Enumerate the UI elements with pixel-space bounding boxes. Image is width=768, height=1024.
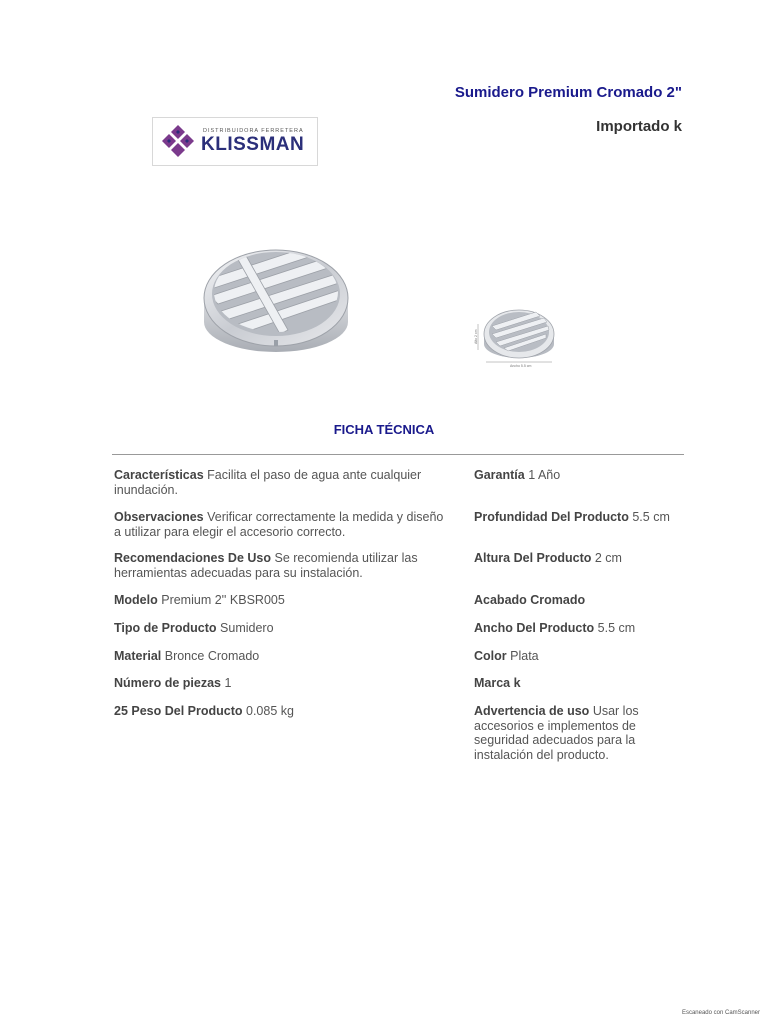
spec-modelo — [114, 593, 444, 608]
spec-label: Acabado Cromado — [474, 593, 586, 607]
spec-caracteristicas — [114, 468, 444, 497]
spec-label: Garantía — [474, 468, 525, 482]
spec-value: Sumidero — [220, 621, 274, 635]
spec-value: 1 Año — [528, 468, 561, 482]
spec-tipo — [114, 621, 444, 636]
spec-ancho — [474, 621, 664, 636]
spec-label: Número de piezas — [114, 676, 221, 690]
height-label: Alto 2 cm — [474, 329, 478, 344]
spec-observaciones — [114, 510, 444, 539]
spec-altura — [474, 551, 664, 566]
spec-value: Se recomienda utilizar las herramientas adecuadas para su instalación. — [114, 551, 418, 580]
divider — [112, 454, 684, 455]
section-title: FICHA TÉCNICA — [333, 422, 435, 437]
product-title: Sumidero Premium Cromado 2" — [454, 84, 682, 101]
drain-photo — [196, 236, 356, 356]
spec-label: Altura Del Producto — [474, 551, 592, 565]
spec-value: Plata — [510, 649, 539, 663]
spec-label: Color — [474, 649, 507, 663]
spec-piezas — [114, 676, 444, 691]
spec-value: Bronce Cromado — [164, 649, 260, 663]
klissman-logo — [152, 117, 318, 166]
spec-label: Características — [114, 468, 204, 482]
spec-label: Ancho Del Producto — [474, 621, 595, 635]
spec-label: Tipo de Producto — [114, 621, 217, 635]
spec-value: 5.5 cm — [632, 510, 670, 524]
spec-recomendaciones — [114, 551, 444, 580]
spec-value: 5.5 cm — [597, 621, 636, 635]
drain-dimensions-photo — [474, 300, 560, 370]
spec-value: Premium 2'' KBSR005 — [161, 593, 285, 607]
spec-label: Advertencia de uso — [474, 704, 590, 718]
logo-brand: KLISSMAN — [201, 134, 305, 155]
spec-marca — [474, 676, 664, 691]
spec-material — [114, 649, 444, 664]
spec-label: Marca k — [474, 676, 521, 690]
spec-value: Usar los accesorios e implementos de seguridad adecuados para la instalación del producto. — [474, 704, 639, 762]
spec-profundidad — [474, 510, 694, 525]
logo-tagline: DISTRIBUIDORA FERRETERA — [203, 128, 304, 134]
spec-color — [474, 649, 664, 664]
scanner-footer: Escaneado con CamScanner — [681, 1010, 760, 1016]
spec-value: 1 — [224, 676, 232, 690]
spec-value: Facilita el paso de agua ante cualquier inundación. — [114, 468, 422, 497]
product-subtitle: Importado k — [596, 118, 682, 135]
spec-label: Recomendaciones De Uso — [114, 551, 271, 565]
spec-label: Modelo — [114, 593, 158, 607]
spec-label: Observaciones — [114, 510, 204, 524]
spec-garantia — [474, 468, 664, 483]
spec-acabado — [474, 593, 664, 608]
spec-advertencia — [474, 704, 650, 762]
logo-emblem-icon — [158, 122, 198, 162]
spec-label: 25 Peso Del Producto — [114, 704, 243, 718]
spec-label: Material — [114, 649, 162, 663]
spec-value: Verificar correctamente la medida y diseño a utilizar para elegir el accesorio correcto. — [114, 510, 444, 539]
spec-peso — [114, 704, 444, 719]
spec-label: Profundidad Del Producto — [474, 510, 629, 524]
spec-value: 0.085 kg — [246, 704, 294, 718]
width-label: Ancho 5.5 cm — [510, 364, 532, 368]
spec-value: 2 cm — [594, 551, 622, 565]
